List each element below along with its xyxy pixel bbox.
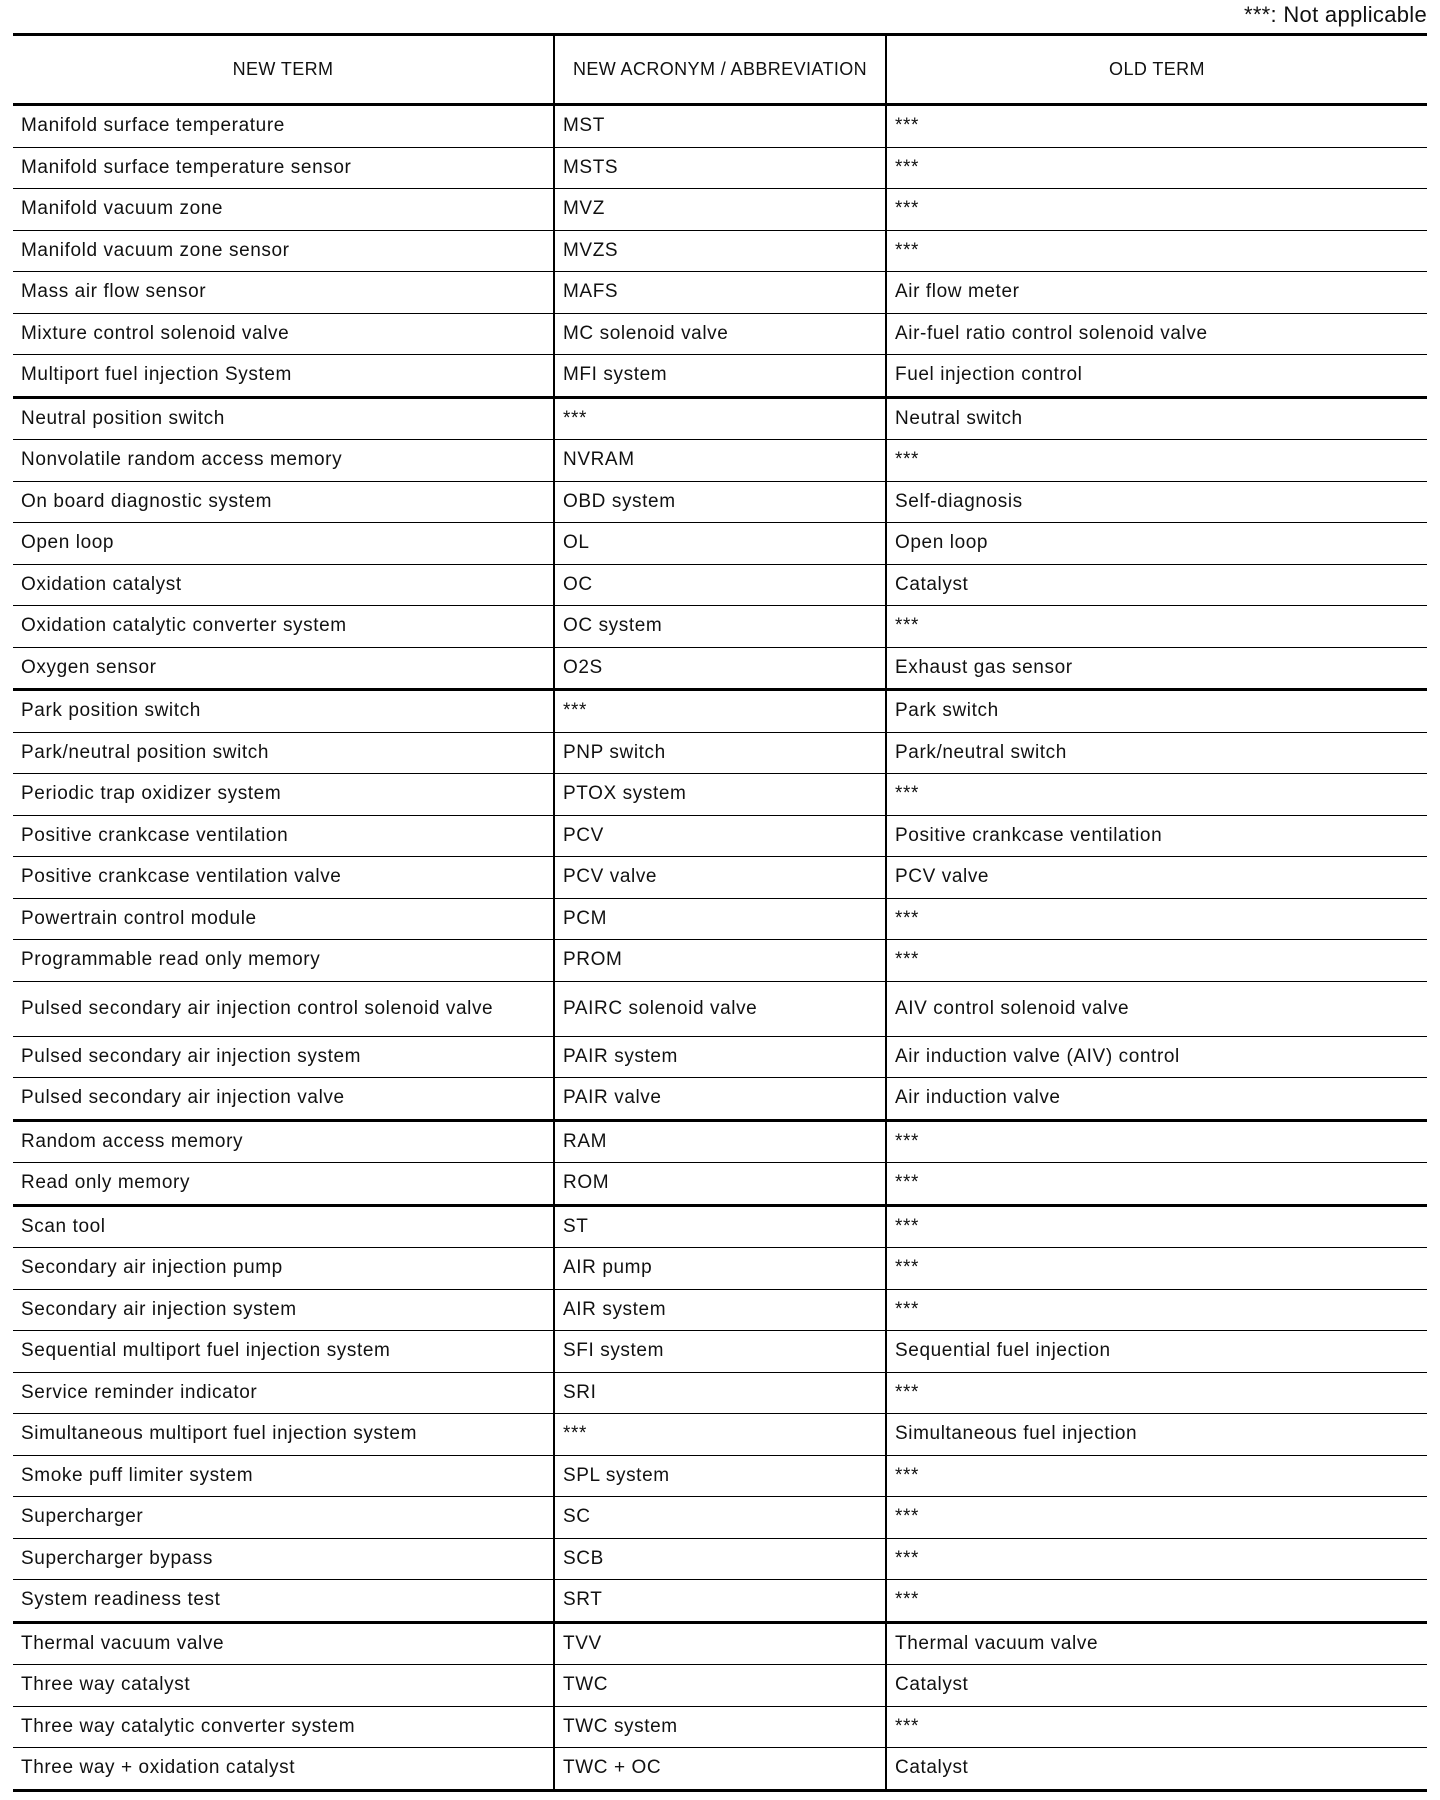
old-term-cell: Neutral switch xyxy=(886,397,1427,440)
table-row xyxy=(13,1706,1427,1748)
acronym-cell: PCV xyxy=(554,815,886,857)
new-term-cell: Neutral position switch xyxy=(13,397,554,440)
acronym-cell: OL xyxy=(554,523,886,565)
table-row xyxy=(13,1372,1427,1414)
column-header-old-term: OLD TERM xyxy=(886,35,1427,105)
table-body xyxy=(13,105,1427,1791)
acronym-cell: RAM xyxy=(554,1120,886,1163)
table-row xyxy=(13,647,1427,690)
not-applicable-note: ***: Not applicable xyxy=(1243,2,1427,27)
acronym-cell: *** xyxy=(554,1414,886,1456)
new-term-cell: Pulsed secondary air injection valve xyxy=(13,1078,554,1121)
table-row xyxy=(13,1205,1427,1248)
acronym-cell: SPL system xyxy=(554,1455,886,1497)
table-row xyxy=(13,1748,1427,1791)
new-term-cell: Open loop xyxy=(13,523,554,565)
new-term-cell: Oxygen sensor xyxy=(13,647,554,690)
acronym-cell: MSTS xyxy=(554,147,886,189)
new-term-cell: Manifold vacuum zone sensor xyxy=(13,230,554,272)
old-term-cell: *** xyxy=(886,1372,1427,1414)
new-term-cell: Thermal vacuum valve xyxy=(13,1622,554,1665)
table-row xyxy=(13,981,1427,1036)
table-row xyxy=(13,355,1427,398)
new-term-cell: Powertrain control module xyxy=(13,898,554,940)
new-term-cell: Supercharger bypass xyxy=(13,1538,554,1580)
old-term-cell: *** xyxy=(886,440,1427,482)
terminology-table xyxy=(13,33,1427,1792)
new-term-cell: On board diagnostic system xyxy=(13,481,554,523)
table-row xyxy=(13,898,1427,940)
old-term-cell: Catalyst xyxy=(886,1748,1427,1791)
old-term-cell: *** xyxy=(886,1455,1427,1497)
table-row xyxy=(13,774,1427,816)
table-row xyxy=(13,230,1427,272)
old-term-cell: Simultaneous fuel injection xyxy=(886,1414,1427,1456)
table-row xyxy=(13,1455,1427,1497)
acronym-cell: TWC + OC xyxy=(554,1748,886,1791)
table-row xyxy=(13,564,1427,606)
acronym-cell: MVZ xyxy=(554,189,886,231)
new-term-cell: Scan tool xyxy=(13,1205,554,1248)
old-term-cell: *** xyxy=(886,774,1427,816)
acronym-cell: SC xyxy=(554,1497,886,1539)
old-term-cell: *** xyxy=(886,1163,1427,1206)
table-row xyxy=(13,313,1427,355)
acronym-cell: SRI xyxy=(554,1372,886,1414)
column-header-new-term: NEW TERM xyxy=(13,35,554,105)
table-row xyxy=(13,189,1427,231)
table-row xyxy=(13,1538,1427,1580)
new-term-cell: Park/neutral position switch xyxy=(13,732,554,774)
old-term-cell: *** xyxy=(886,1580,1427,1623)
old-term-cell: Air induction valve xyxy=(886,1078,1427,1121)
new-term-cell: Manifold surface temperature sensor xyxy=(13,147,554,189)
acronym-cell: MVZS xyxy=(554,230,886,272)
new-term-cell: Three way + oxidation catalyst xyxy=(21,1757,296,1779)
acronym-cell: OC system xyxy=(554,606,886,648)
old-term-cell: Park/neutral switch xyxy=(886,732,1427,774)
old-term-cell: Catalyst xyxy=(886,1665,1427,1707)
old-term-cell: *** xyxy=(886,1497,1427,1539)
acronym-cell: PAIRC solenoid valve xyxy=(554,981,886,1036)
acronym-cell: TWC system xyxy=(554,1706,886,1748)
old-term-cell: Exhaust gas sensor xyxy=(886,647,1427,690)
table-row xyxy=(13,1036,1427,1078)
new-term-cell: Service reminder indicator xyxy=(13,1372,554,1414)
acronym-cell: PTOX system xyxy=(554,774,886,816)
table-row xyxy=(13,857,1427,899)
new-term-cell: Mixture control solenoid valve xyxy=(13,313,554,355)
table-row xyxy=(13,606,1427,648)
acronym-cell: OC xyxy=(554,564,886,606)
old-term-cell: *** xyxy=(886,898,1427,940)
old-term-cell: PCV valve xyxy=(886,857,1427,899)
new-term-cell: Read only memory xyxy=(13,1163,554,1206)
acronym-cell: PROM xyxy=(554,940,886,982)
table-row xyxy=(13,1497,1427,1539)
acronym-cell: MAFS xyxy=(554,272,886,314)
acronym-cell: PAIR system xyxy=(554,1036,886,1078)
old-term-cell: *** xyxy=(886,105,1427,148)
acronym-cell: SFI system xyxy=(554,1331,886,1373)
new-term-cell: Nonvolatile random access memory xyxy=(13,440,554,482)
table-row xyxy=(13,1665,1427,1707)
old-term-cell: Thermal vacuum valve xyxy=(886,1622,1427,1665)
new-term-cell: Pulsed secondary air injection system xyxy=(13,1036,554,1078)
table-row xyxy=(13,1331,1427,1373)
old-term-cell: *** xyxy=(886,1538,1427,1580)
old-term-cell: Catalyst xyxy=(886,564,1427,606)
table-row xyxy=(13,1414,1427,1456)
table-row xyxy=(13,732,1427,774)
new-term-cell: Simultaneous multiport fuel injection system xyxy=(13,1414,554,1456)
table-row xyxy=(13,1289,1427,1331)
acronym-cell: MST xyxy=(554,105,886,148)
new-term-cell: Supercharger xyxy=(13,1497,554,1539)
acronym-cell: SCB xyxy=(554,1538,886,1580)
new-term-cell: Positive crankcase ventilation valve xyxy=(13,857,554,899)
acronym-cell: NVRAM xyxy=(554,440,886,482)
acronym-cell: *** xyxy=(554,397,886,440)
old-term-cell: *** xyxy=(886,606,1427,648)
old-term-cell: Park switch xyxy=(886,690,1427,733)
old-term-cell: AIV control solenoid valve xyxy=(886,981,1427,1036)
new-term-cell: Park position switch xyxy=(13,690,554,733)
old-term-cell: *** xyxy=(886,1120,1427,1163)
table-header-row xyxy=(13,35,1427,105)
new-term-cell: Manifold vacuum zone xyxy=(13,189,554,231)
acronym-cell: TWC xyxy=(554,1665,886,1707)
new-term-cell: Three way catalyst xyxy=(13,1665,554,1707)
acronym-cell: TVV xyxy=(554,1622,886,1665)
old-term-cell: Open loop xyxy=(886,523,1427,565)
acronym-cell: PCV valve xyxy=(554,857,886,899)
acronym-cell: PCM xyxy=(554,898,886,940)
old-term-cell: *** xyxy=(886,1205,1427,1248)
table-row xyxy=(13,690,1427,733)
old-term-cell: *** xyxy=(886,147,1427,189)
new-term-cell: System readiness test xyxy=(13,1580,554,1623)
table-row xyxy=(13,1078,1427,1121)
table-row xyxy=(13,815,1427,857)
acronym-cell: SRT xyxy=(554,1580,886,1623)
table-row xyxy=(13,481,1427,523)
table-row xyxy=(13,1120,1427,1163)
new-term-cell: Oxidation catalyst xyxy=(13,564,554,606)
table-row xyxy=(13,105,1427,148)
acronym-cell: ST xyxy=(554,1205,886,1248)
column-header-new-acronym: NEW ACRONYM / ABBREVIATION xyxy=(554,35,886,105)
new-term-cell: Positive crankcase ventilation xyxy=(13,815,554,857)
old-term-cell: *** xyxy=(886,940,1427,982)
old-term-cell: Fuel injection control xyxy=(886,355,1427,398)
table-row xyxy=(13,1622,1427,1665)
old-term-cell: Air-fuel ratio control solenoid valve xyxy=(886,313,1427,355)
new-term-cell: Pulsed secondary air injection control solenoid valve xyxy=(13,981,554,1036)
table-row xyxy=(13,397,1427,440)
new-term-cell: Periodic trap oxidizer system xyxy=(13,774,554,816)
old-term-cell: Sequential fuel injection xyxy=(886,1331,1427,1373)
old-term-cell: Air induction valve (AIV) control xyxy=(886,1036,1427,1078)
old-term-cell: Air flow meter xyxy=(886,272,1427,314)
table-row xyxy=(13,1580,1427,1623)
new-term-cell: Random access memory xyxy=(13,1120,554,1163)
acronym-cell: AIR system xyxy=(554,1289,886,1331)
acronym-cell: AIR pump xyxy=(554,1248,886,1290)
table-row xyxy=(13,1248,1427,1290)
table-row xyxy=(13,940,1427,982)
new-term-cell: Manifold surface temperature xyxy=(13,105,554,148)
new-term-cell: Secondary air injection pump xyxy=(13,1248,554,1290)
acronym-cell: MFI system xyxy=(554,355,886,398)
new-term-cell: Mass air flow sensor xyxy=(13,272,554,314)
old-term-cell: Positive crankcase ventilation xyxy=(886,815,1427,857)
table-row xyxy=(13,147,1427,189)
old-term-cell: Self-diagnosis xyxy=(886,481,1427,523)
old-term-cell: *** xyxy=(886,189,1427,231)
acronym-cell: *** xyxy=(554,690,886,733)
old-term-cell: *** xyxy=(886,230,1427,272)
acronym-cell: MC solenoid valve xyxy=(554,313,886,355)
new-term-cell: Oxidation catalytic converter system xyxy=(13,606,554,648)
old-term-cell: *** xyxy=(886,1289,1427,1331)
new-term-cell: Programmable read only memory xyxy=(13,940,554,982)
acronym-cell: O2S xyxy=(554,647,886,690)
table-row xyxy=(13,523,1427,565)
acronym-cell: ROM xyxy=(554,1163,886,1206)
table-row xyxy=(13,272,1427,314)
new-term-cell: Three way catalytic converter system xyxy=(13,1706,554,1748)
table-row xyxy=(13,1163,1427,1206)
old-term-cell: *** xyxy=(886,1706,1427,1748)
acronym-cell: PNP switch xyxy=(554,732,886,774)
new-term-cell: Sequential multiport fuel injection system xyxy=(13,1331,554,1373)
new-term-cell: Smoke puff limiter system xyxy=(13,1455,554,1497)
new-term-cell: Multiport fuel injection System xyxy=(13,355,554,398)
acronym-cell: PAIR valve xyxy=(554,1078,886,1121)
table-row xyxy=(13,440,1427,482)
new-term-cell: Secondary air injection system xyxy=(13,1289,554,1331)
acronym-cell: OBD system xyxy=(554,481,886,523)
old-term-cell: *** xyxy=(886,1248,1427,1290)
